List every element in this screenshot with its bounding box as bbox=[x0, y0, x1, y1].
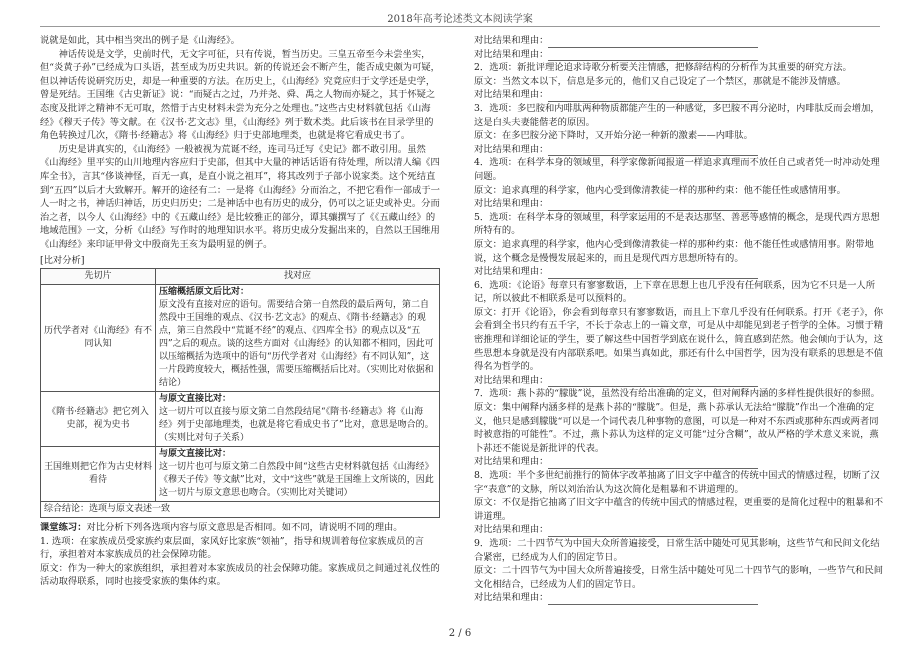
match-title: 与原文直接比对： bbox=[159, 449, 232, 460]
answer-blank[interactable] bbox=[548, 51, 758, 61]
contrast-line: 对比结果和理由： bbox=[474, 48, 884, 62]
exercise-option: 5．选项：在科学本身的领域里，科学家运用的不是表达那坚、善恶等感情的概念，是现代西方思想所特有的。 bbox=[474, 211, 880, 237]
exercise-original: 原文：在多巴胺分泌下降时，又开始分泌一种新的激素——内啡肽。 bbox=[474, 130, 753, 142]
page-header: 2018年高考论述类文本阅读学案 bbox=[387, 14, 533, 25]
contrast-line: 对比结果和理由： bbox=[474, 88, 884, 102]
table-cell-match bbox=[156, 447, 440, 502]
practice-title: 课堂练习： bbox=[40, 522, 87, 534]
comparison-table bbox=[40, 268, 440, 518]
exercise-option: 3．选项：多巴胺和内啡肽两种物质都能产生的一种感觉，多巴胺不再分泌时，内啡肽反而会增加，这是白头夫妻能偕老的原因。 bbox=[474, 102, 880, 128]
contrast-line: 对比结果和理由： bbox=[474, 591, 884, 605]
answer-blank[interactable] bbox=[548, 201, 758, 211]
exercise-option: 6．选项：《论语》每章只有寥寥数语，上下章在思想上也几乎没有任何联系，因为它不只是一人所记，所以彼此不相联系是可以预料的。 bbox=[474, 279, 876, 305]
table-cell-slice: 历代学者对《山海经》有不同认知 bbox=[41, 285, 156, 392]
practice-heading bbox=[40, 521, 440, 535]
exercise-option: 2．选项：新批评理论追求诗歌分析要关注情感，把修辞结构的分析作为其重要的研究方法。 bbox=[474, 62, 852, 74]
match-body: 这一切片可以直接与原文第二自然段结尾“《隋书·经籍志》将《山海经》列于史部地理类，也就是将它看成史书了”比对，意思是吻合的。（实则比对句子关系） bbox=[159, 407, 434, 444]
practice-item-option: 1. 选项：在家族成员受家族约束层面，家风好比家族“领袖”，指导和规训着每位家族成员的言行，承担着对本家族成员的社会保障功能。 bbox=[40, 535, 424, 561]
left-column bbox=[40, 34, 440, 589]
page-number: 2 / 6 bbox=[448, 628, 472, 639]
paragraph-2: 神话传说是文学，史前时代，无文字可征，只有传说，暂当历史。三皇五帝至今未尝坐实，但“炎黄子孙”已经成为口头语，甚至成为历史共识。新的传说还会不断产生，能否成史颇为可疑，但以神话传说研究历史，却是一种重要的方法。在历史上，《山海经》究竟应归于文学还是史学，曾是死结。王国维《古史新证》说：“而疑古之过，乃并尧、舜、禹之人物而亦疑之，其于怀疑之态度及批评之精神不无可取，然惜于古史材料未尝为充分之处理也。”这些古史材料就包括《山海经》《穆天子传》等文献。在《汉书·艺文志》里，《山海经》列于数术类。此后该书在目录学里的角色转换过几次，《隋书·经籍志》将《山海经》归于史部地理类，也就是将它看成史书了。 bbox=[40, 48, 440, 142]
exercise-original: 原文：追求真理的科学家，他内心受到像清教徒一样的那种约束：他不能任性或感情用事。 bbox=[474, 184, 846, 196]
answer-blank[interactable] bbox=[548, 459, 758, 469]
contrast-line: 对比结果和理由： bbox=[474, 265, 884, 279]
contrast-line: 对比结果和理由： bbox=[474, 143, 884, 157]
table-header-match: 找对应 bbox=[156, 269, 440, 285]
contrast-line: 对比结果和理由： bbox=[474, 34, 884, 48]
exercise-original: 原文：集中阐释内涵多样的是燕卜荪的“朦胧”。但是，燕卜荪承认无法给“朦胧”作出一个准确的定义，他只是感到朦胧“可以是一个词代表几种事物的意图，可以是一种对不东西或那种东西或两者同时被意指的可能性”。不过，燕卜荪认为这样的定义可能“过分含糊”，故从严格的学术意义来说，燕卜荪还不能说是新批评的代表。 bbox=[474, 402, 879, 454]
answer-blank[interactable] bbox=[548, 146, 758, 156]
exercise-original: 原文：二十四节气为中国大众所普遍接受，日常生活中随处可见二十四节气的影响，一些节气和民间文化相结合，已经成为人们的固定节日。 bbox=[474, 565, 884, 590]
table-row bbox=[41, 392, 440, 447]
exercise-option: 8．选项：半个多世纪前推行的简体字改革抽离了旧文字中蕴含的传统中国式的情感过程，切断了汉字“表意”的文脉，所以刘治治认为这次简化是粗暴和不讲道理的。 bbox=[474, 470, 880, 495]
header-rule bbox=[40, 26, 880, 27]
answer-blank[interactable] bbox=[548, 269, 758, 279]
paragraph-1: 说就是如此，其中相当突出的例子是《山海经》。 bbox=[40, 35, 240, 46]
answer-blank[interactable] bbox=[548, 527, 758, 537]
practice-item-original: 原文：作为一种大的家族组织，承担着对本家族成员的社会保障功能。家族成员之间通过礼仪性的活动取得联系，同时也接受家族的集体约束。 bbox=[40, 562, 440, 588]
table-header-slice: 先切片 bbox=[41, 269, 156, 285]
table-caption: [比对分析] bbox=[40, 254, 85, 266]
match-title: 与原文直接比对： bbox=[159, 394, 232, 405]
exercise-option: 9．选项：二十四节气为中国大众所普遍接受，日常生活中随处可见其影响，这些节气和民间文化结合紧密，已经成为人们的固定节日。 bbox=[474, 537, 880, 563]
table-summary: 综合结论：选项与原文表述一致 bbox=[41, 502, 440, 518]
paragraph-3: 历史是讲真实的，《山海经》一般被视为荒诞不经，连司马迁写《史记》都不敢引用。虽然《山海经》里平实的山川地理内容应归于史部，但其中大量的神话话语有待处理，所以清人编《四库全书》，言其“侈谈神怪，百无一真，是直小说之祖耳”，将其改列于子部小说家类。这个死结直到“五四”以后才大致解开。解开的途径有二：一是将《山海经》分而治之，不把它看作一部成于一人一时之书，神话归神话，历史归历史；二是神话中也有历史的成分，仍可以之证史或补史。分而治之者，以今人《山海经》中的《五藏山经》是比较雅正的部分，谭其骧撰写了《《五藏山经》的地域范围》一文，分析《山经》写作时的地理知识水平。将历史成分发掘出来的，自然以王国维用《山海经》来印证甲骨文中殷商先王亥为最明显的例子。 bbox=[40, 143, 440, 250]
contrast-line: 对比结果和理由： bbox=[474, 455, 884, 469]
table-cell-slice: 《隋书·经籍志》把它列入史部，视为史书 bbox=[41, 392, 156, 447]
answer-blank[interactable] bbox=[548, 595, 758, 605]
contrast-line: 对比结果和理由： bbox=[474, 374, 884, 388]
exercise-original: 原文：当然文本以下，信息是多元的，他们又自己设定了一个禁区，那就是不能涉及情感。 bbox=[474, 75, 846, 87]
answer-blank[interactable] bbox=[548, 38, 758, 48]
table-header-row bbox=[41, 269, 440, 285]
exercise-option: 7．选项：燕卜荪的“朦胧”说，虽然没有给出准确的定义，但对阐释内涵的多样性提供很好的参照。 bbox=[474, 388, 880, 400]
match-title: 压缩概括原文后比对： bbox=[159, 287, 250, 298]
table-row bbox=[41, 285, 440, 392]
table-summary-row bbox=[41, 502, 440, 518]
contrast-line: 对比结果和理由： bbox=[474, 523, 884, 537]
match-body: 原文没有直接对应的语句。需要结合第一自然段的最后两句，第二自然段中王国维的观点、《汉书·艺文志》的观点、《隋书·经籍志》的观点，第三自然段中“荒诞不经”的观点、《四库全书》的观点以及“五四”之后的观点。谈的这些方面对《山海经》的认知都不相同，因此可以压缩概括为选项中的语句“历代学者对《山海经》有不同认知”，这一片段跨度较大，概括性强，需要压缩概括后比对。（实则比对依据和结论） bbox=[159, 300, 434, 389]
exercise-original: 原文：不仅是指它抽离了旧文字中蕴含的传统中国式的情感过程，更重要的是简化过程中的粗暴和不讲道理。 bbox=[474, 497, 884, 522]
right-column bbox=[474, 34, 884, 605]
answer-blank[interactable] bbox=[548, 377, 758, 387]
practice-intro: 对比分析下列各选项内容与原文意思是否相同。如不同，请说明不同的理由。 bbox=[86, 522, 403, 534]
table-cell-slice: 王国维则把它作为古史材料看待 bbox=[41, 447, 156, 502]
table-cell-match bbox=[156, 285, 440, 392]
exercise-original: 原文：追求真理的科学家，他内心受到像清教徒一样的那种约束：他不能任性或感情用事。附带地说，这个概念是慢慢发展起来的，而且是现代西方思想所特有的。 bbox=[474, 238, 874, 264]
match-body: 这一切片也可与原文第二自然段中间“这些古史材料就包括《山海经》《穆天子传》等文献”比对，文中“这些”就是王国维上文所谈的，因此这一切片与原文意思也吻合。（实则比对关键词） bbox=[159, 462, 434, 499]
table-row bbox=[41, 447, 440, 502]
exercise-original: 原文：打开《论语》，你会看到每章只有寥寥数语，而且上下章几乎没有任何联系。打开《老子》，你会看到全书只约有五千字，不长于杂志上的一篇文章，可是从中却能见到老子哲学的全体。习惯于精密推理和详细论证的学生，要了解这些中国哲学到底在说什么，简直感到茫然。他会倾向于认为，这些思想本身就是没有内部联系吧。如果当真如此，那还有什么中国哲学，因为没有联系的思想是不值得名为哲学的。 bbox=[474, 306, 884, 373]
contrast-line: 对比结果和理由： bbox=[474, 197, 884, 211]
table-cell-match bbox=[156, 392, 440, 447]
answer-blank[interactable] bbox=[548, 92, 758, 102]
exercise-option: 4．选项：在科学本身的领域里，科学家像新闻报道一样追求真理而不放任自己或者凭一时冲动处理问题。 bbox=[474, 157, 880, 182]
